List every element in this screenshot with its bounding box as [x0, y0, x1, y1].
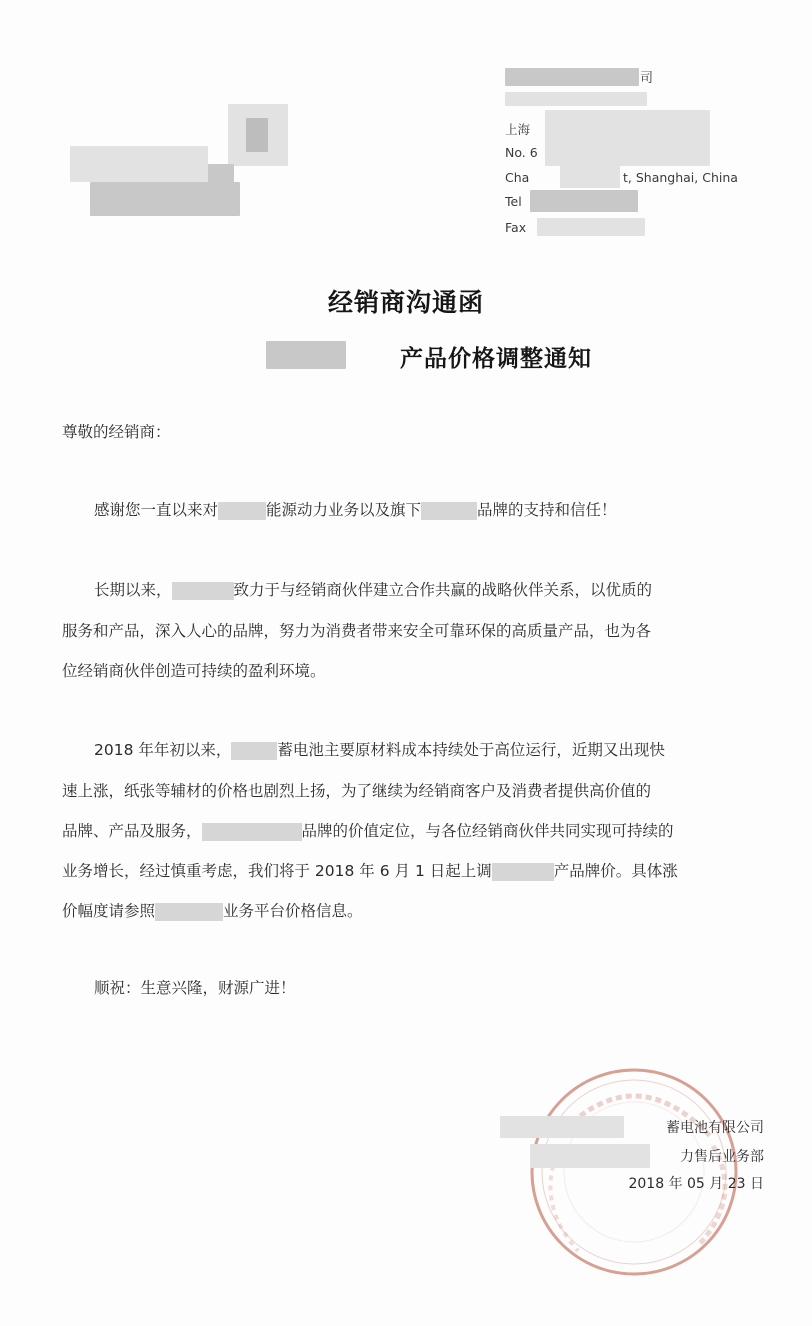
redacted-logo	[70, 146, 208, 182]
text-segment: 品牌、产品及服务，	[62, 822, 202, 840]
paragraph-line: 服务和产品，深入人心的品牌，努力为消费者带来安全可靠环保的高质量产品，也为各	[62, 622, 652, 640]
address-line: Tel	[505, 194, 522, 209]
text-segment: 产品牌价。具体涨	[553, 862, 678, 880]
redacted-fax	[537, 218, 645, 236]
address-line: Fax	[505, 220, 527, 235]
paragraph-line	[94, 738, 794, 760]
paragraph-line: 位经销商伙伴创造可持续的盈利环境。	[62, 662, 326, 680]
redacted-brand	[492, 863, 554, 881]
redacted-logo	[246, 118, 268, 152]
address-line: No. 6	[505, 145, 538, 160]
redacted-company	[500, 1116, 624, 1138]
text-segment: 2018 年年初以来，	[94, 741, 232, 759]
redacted-company	[218, 502, 266, 520]
text-segment: 价幅度请参照	[62, 902, 156, 920]
redacted-company	[202, 823, 302, 841]
address-line: 上海	[505, 122, 531, 137]
signature-department: 力售后业务部	[680, 1149, 764, 1165]
text-segment: 品牌的价值定位，与各位经销商伙伴共同实现可持续的	[301, 822, 674, 840]
redacted-logo	[208, 164, 234, 186]
redacted-tel	[530, 190, 638, 212]
text-segment: 蓄电池主要原材料成本持续处于高位运行，近期又出现快	[277, 741, 665, 759]
closing-line: 顺祝：生意兴隆，财源广进！	[94, 979, 296, 997]
text-segment: 业务增长，经过慎重考虑，我们将于 2018 年 6 月 1 日起上调	[62, 862, 492, 880]
redacted-address	[560, 166, 620, 188]
redacted-address	[545, 110, 710, 166]
text-segment: 品牌的支持和信任！	[477, 501, 617, 519]
greeting: 尊敬的经销商：	[62, 423, 171, 441]
redacted-company	[155, 903, 223, 921]
company-seal	[528, 1066, 740, 1278]
address-corner-char: 司	[640, 71, 654, 86]
paragraph-line	[62, 899, 762, 921]
text-segment: 业务平台价格信息。	[223, 902, 363, 920]
redacted-company-name	[505, 68, 639, 86]
text-segment: 致力于与经销商伙伴建立合作共赢的战略伙伴关系，以优质的	[233, 581, 653, 599]
address-line: Cha	[505, 170, 530, 185]
signature-company: 蓄电池有限公司	[666, 1120, 764, 1136]
paragraph-line: 速上涨，纸张等辅材的价格也剧烈上扬，为了继续为经销商客户及消费者提供高价值的	[62, 782, 652, 800]
text-segment: 能源动力业务以及旗下	[266, 501, 422, 519]
redacted-company-en	[505, 92, 647, 106]
redacted-brand	[421, 502, 477, 520]
text-segment: 长期以来，	[94, 581, 172, 599]
redacted-logo	[90, 182, 240, 216]
paragraph-line	[94, 498, 794, 520]
page-subtitle: 产品价格调整通知	[400, 346, 592, 372]
paragraph-line	[62, 819, 762, 841]
redacted-department	[530, 1144, 650, 1168]
paragraph-line	[62, 859, 762, 881]
page-title: 经销商沟通函	[327, 288, 484, 317]
redacted-company	[231, 742, 277, 760]
paragraph-line	[94, 578, 794, 600]
address-line: t, Shanghai, China	[623, 170, 738, 185]
redacted-company	[172, 582, 234, 600]
signature-date: 2018 年 05 月 23 日	[628, 1176, 764, 1192]
text-segment: 感谢您一直以来对	[94, 501, 219, 519]
